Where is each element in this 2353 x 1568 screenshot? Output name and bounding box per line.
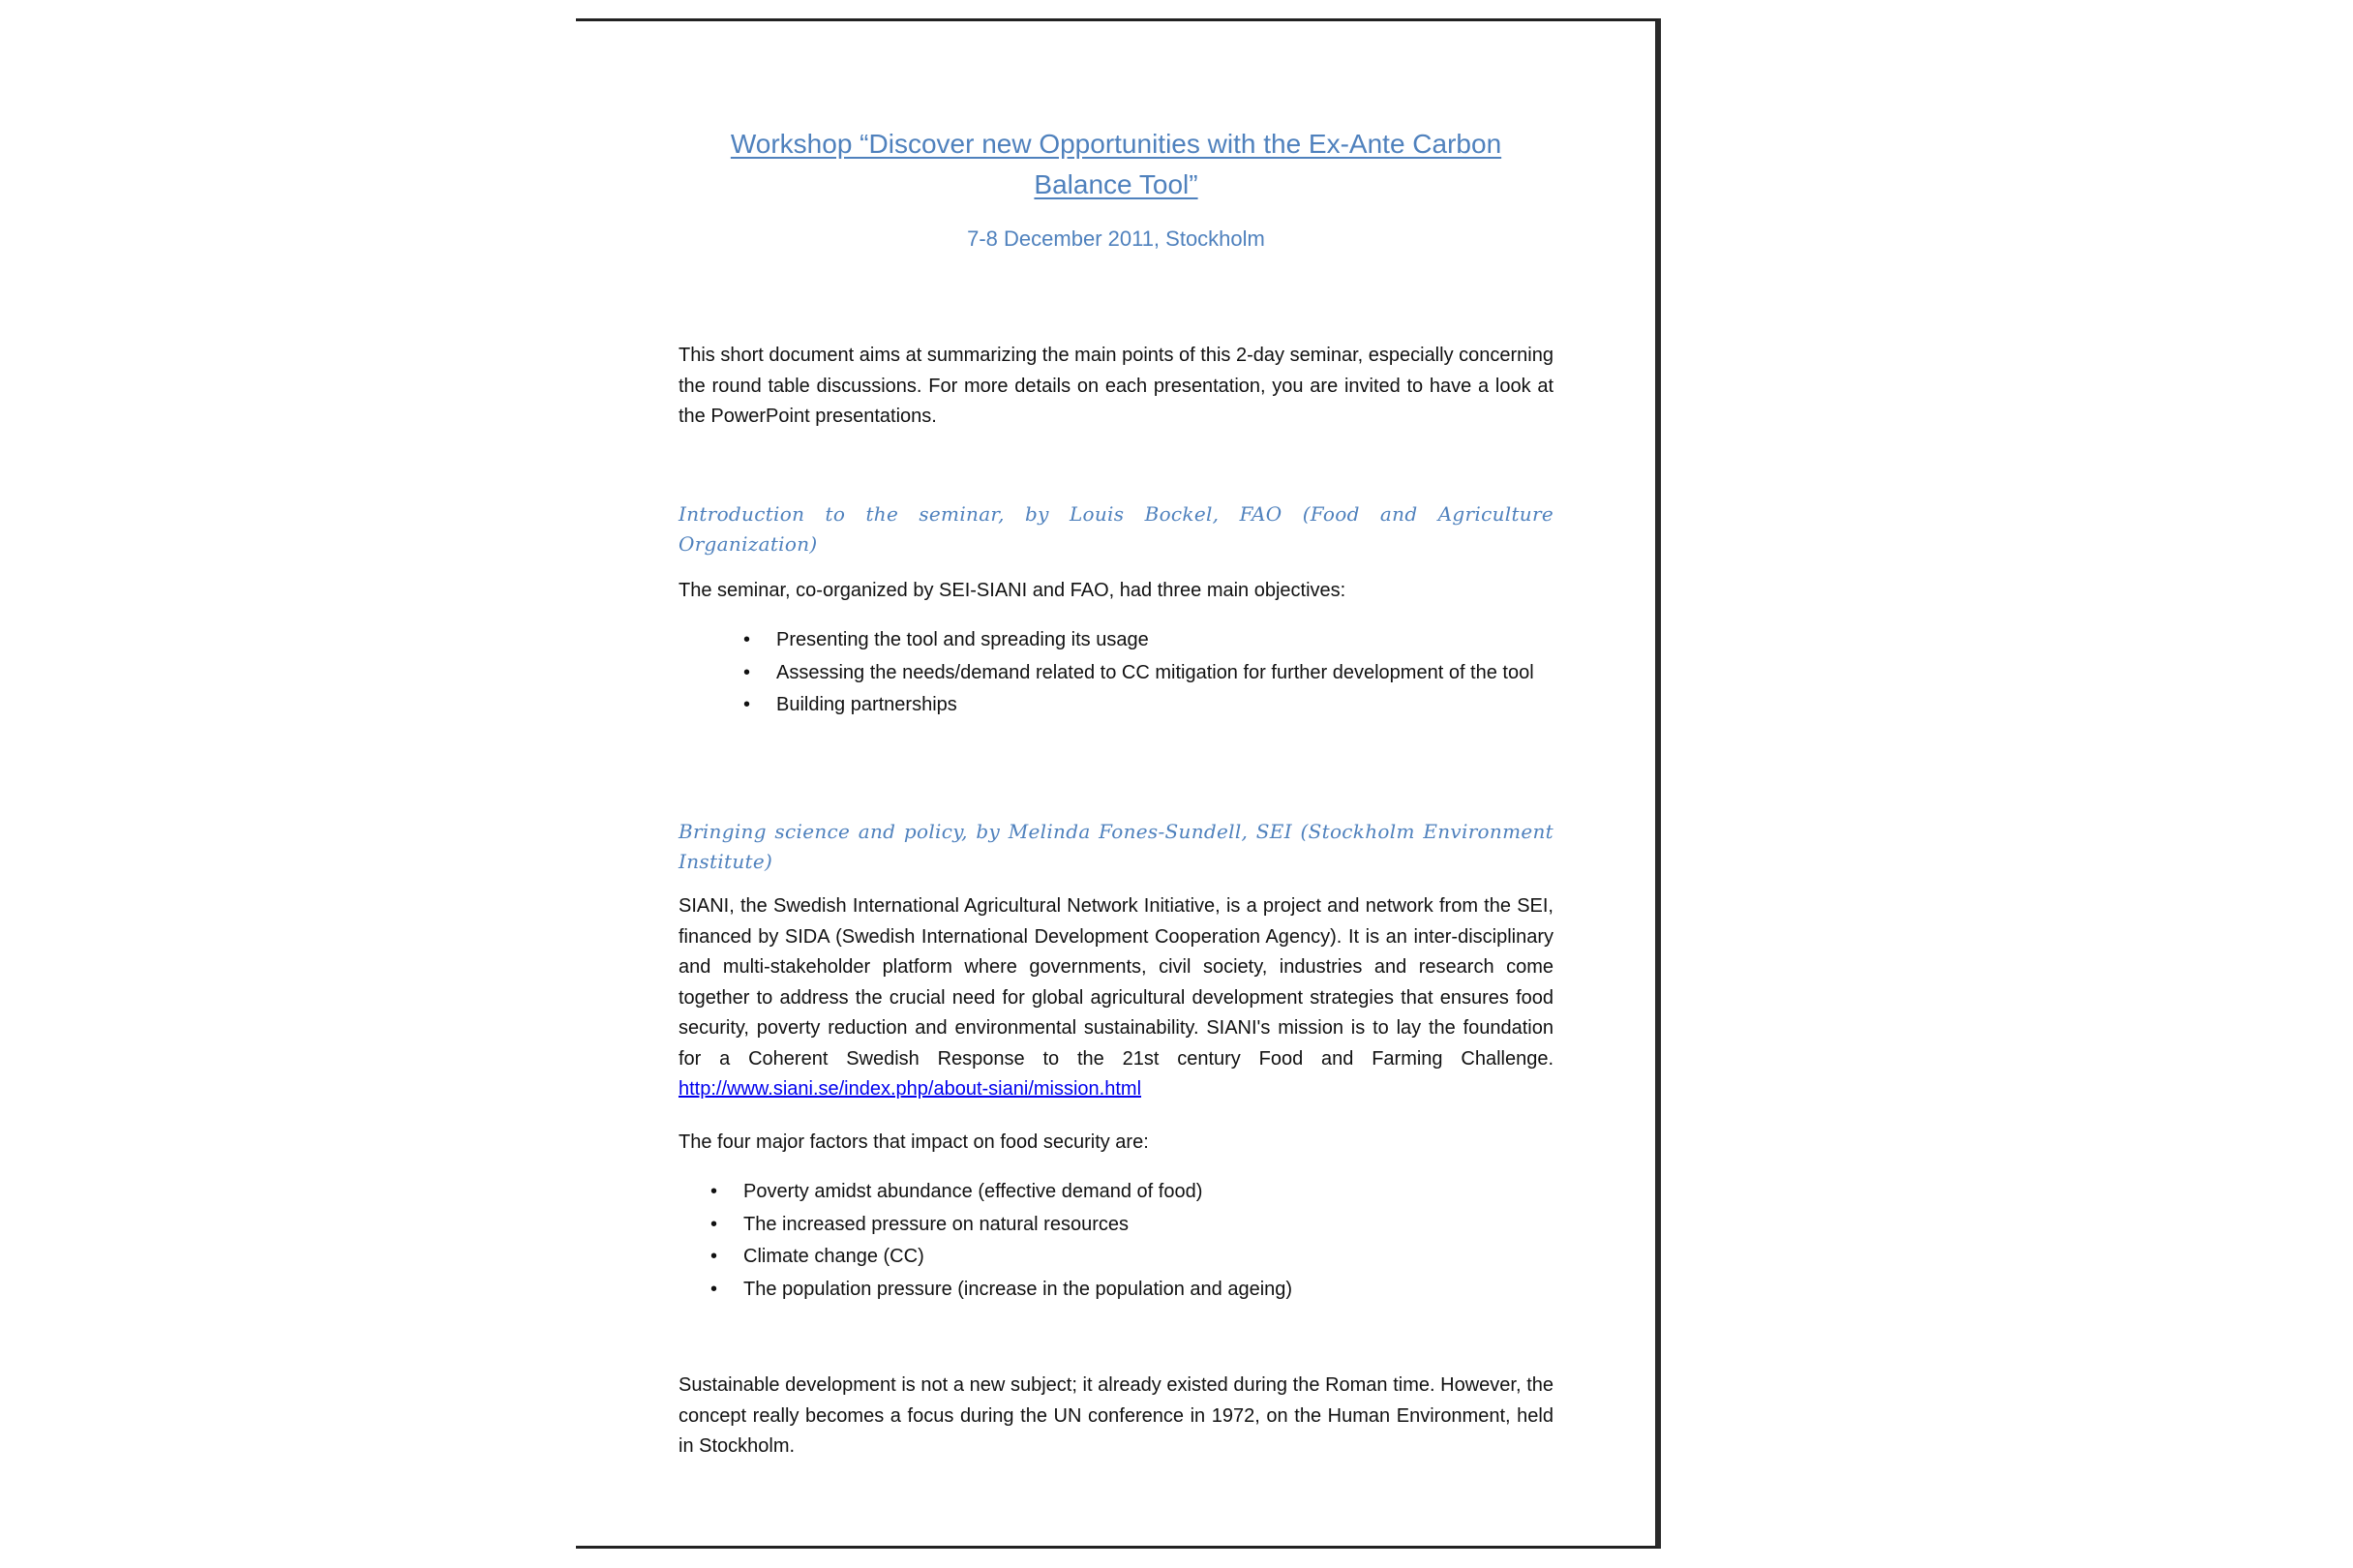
list-item-text: The population pressure (increase in the population and ageing) [743, 1278, 1293, 1300]
list-item [743, 625, 1554, 656]
bullet-icon: • [710, 1246, 718, 1267]
list-item-text: Presenting the tool and spreading its usage [776, 629, 1149, 650]
list-item [710, 1242, 1554, 1273]
section2-heading: Bringing science and policy, by Melinda Fones-Sundell, SEI (Stockholm Environment Institute) [679, 820, 1554, 873]
list-item-text: Assessing the needs/demand related to CC mitigation for further development of the tool [776, 661, 1534, 683]
list-item [743, 690, 1554, 721]
document-title: Workshop “Discover new Opportunities with the Ex-Ante Carbon Balance Tool” [730, 129, 1502, 199]
siani-mission-link[interactable]: http://www.siani.se/index.php/about-siani/mission.html [679, 1078, 1142, 1100]
bullet-icon: • [710, 1213, 718, 1235]
list-item-text: The increased pressure on natural resources [743, 1213, 1129, 1235]
section2-lead: The four major factors that impact on food security are: [679, 1131, 1149, 1153]
document-page [576, 18, 1661, 1549]
bullet-icon: • [710, 1181, 718, 1202]
list-item-text: Building partnerships [776, 694, 957, 715]
bullet-icon: • [743, 629, 751, 650]
section1-lead: The seminar, co-organized by SEI-SIANI and FAO, had three main objectives: [679, 580, 1346, 601]
bullet-icon: • [743, 661, 751, 683]
document-subtitle: 7-8 December 2011, Stockholm [967, 226, 1265, 251]
bullet-icon: • [710, 1278, 718, 1300]
section1-bullet-list [743, 625, 1554, 721]
closing-paragraph: Sustainable development is not a new subject; it already existed during the Roman time. However, the concept really becomes a focus during the UN conference in 1972, on the Human Environment, held in Stockholm. [679, 1374, 1554, 1457]
section2-body-text: SIANI, the Swedish International Agricultural Network Initiative, is a project and network from the SEI, financed by SIDA (Swedish International Development Cooperation Agency). It is an inter-disciplinary and multi-stakeholder platform where governments, civil society, industries and research come together to address the crucial need for global agricultural development strategies that ensures food security, poverty reduction and environmental sustainability. SIANI's mission is to lay the foundation for a Coherent Swedish Response to the 21st century Food and Farming Challenge. [679, 895, 1554, 1070]
section2-bullet-list [710, 1177, 1554, 1305]
list-item [743, 658, 1554, 689]
list-item-text: Poverty amidst abundance (effective demand of food) [743, 1181, 1203, 1202]
list-item-text: Climate change (CC) [743, 1246, 924, 1267]
section1-heading: Introduction to the seminar, by Louis Bockel, FAO (Food and Agriculture Organization) [679, 502, 1554, 556]
intro-paragraph: This short document aims at summarizing the main points of this 2-day seminar, especially concerning the round table discussions. For more details on each presentation, you are invited to have a look at the PowerPoint presentations. [679, 345, 1554, 427]
section2-body [679, 891, 1554, 1105]
bullet-icon: • [743, 694, 751, 715]
list-item [710, 1210, 1554, 1241]
list-item [710, 1177, 1554, 1208]
list-item [710, 1275, 1554, 1306]
